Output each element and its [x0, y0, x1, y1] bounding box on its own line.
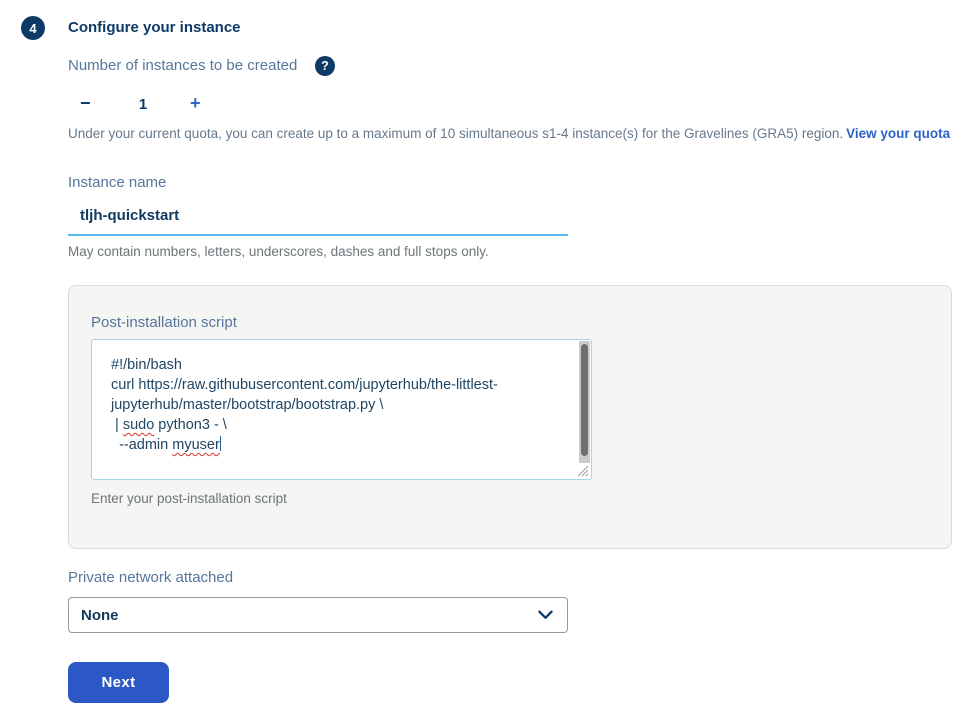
- script-text: |: [111, 417, 123, 433]
- scrollbar-thumb[interactable]: [581, 344, 588, 456]
- post-install-script-content: [92, 340, 591, 479]
- instances-count-label: Number of instances to be created: [68, 57, 298, 74]
- instance-name-helper: May contain numbers, letters, underscores, dashes and full stops only.: [68, 244, 489, 259]
- instances-count-value: 1: [138, 96, 148, 113]
- misspelled-word: myuser: [172, 437, 220, 453]
- instance-name-label: Instance name: [68, 174, 167, 191]
- text-caret: [220, 436, 222, 451]
- help-icon[interactable]: ?: [315, 56, 335, 76]
- private-network-selected-value: None: [81, 606, 119, 624]
- next-button[interactable]: Next: [68, 662, 169, 703]
- chevron-down-icon: [538, 610, 553, 620]
- private-network-label: Private network attached: [68, 569, 234, 586]
- post-install-script-label: Post-installation script: [91, 314, 237, 331]
- post-install-helper: Enter your post-installation script: [91, 491, 287, 506]
- instance-name-input[interactable]: [68, 201, 568, 236]
- decrease-instances-button[interactable]: −: [80, 93, 91, 113]
- increase-instances-button[interactable]: +: [190, 93, 201, 113]
- script-text: curl https://raw.githubusercontent.com/jupyterhub/the-littlest-jupyterhub/master/bootstrap/bootstrap.py \: [111, 377, 498, 413]
- step-number-badge: 4: [21, 16, 45, 40]
- configure-instance-heading: Configure your instance: [68, 19, 241, 36]
- quota-text: [68, 126, 954, 141]
- scrollbar-track[interactable]: [579, 341, 590, 463]
- private-network-select[interactable]: [68, 597, 568, 633]
- quota-text-body: Under your current quota, you can create up to a maximum of 10 simultaneous s1-4 instance(s) for the Gravelines (GRA5) region.: [68, 126, 844, 141]
- script-text: #!/bin/bash: [111, 357, 182, 373]
- post-install-script-textarea[interactable]: [91, 339, 592, 480]
- resize-handle-icon[interactable]: [577, 465, 589, 477]
- post-install-panel: [68, 285, 952, 549]
- view-quota-link[interactable]: View your quota: [846, 126, 951, 141]
- script-text: python3 - \: [154, 417, 227, 433]
- script-text: --admin: [111, 437, 173, 453]
- misspelled-word: sudo: [122, 417, 155, 433]
